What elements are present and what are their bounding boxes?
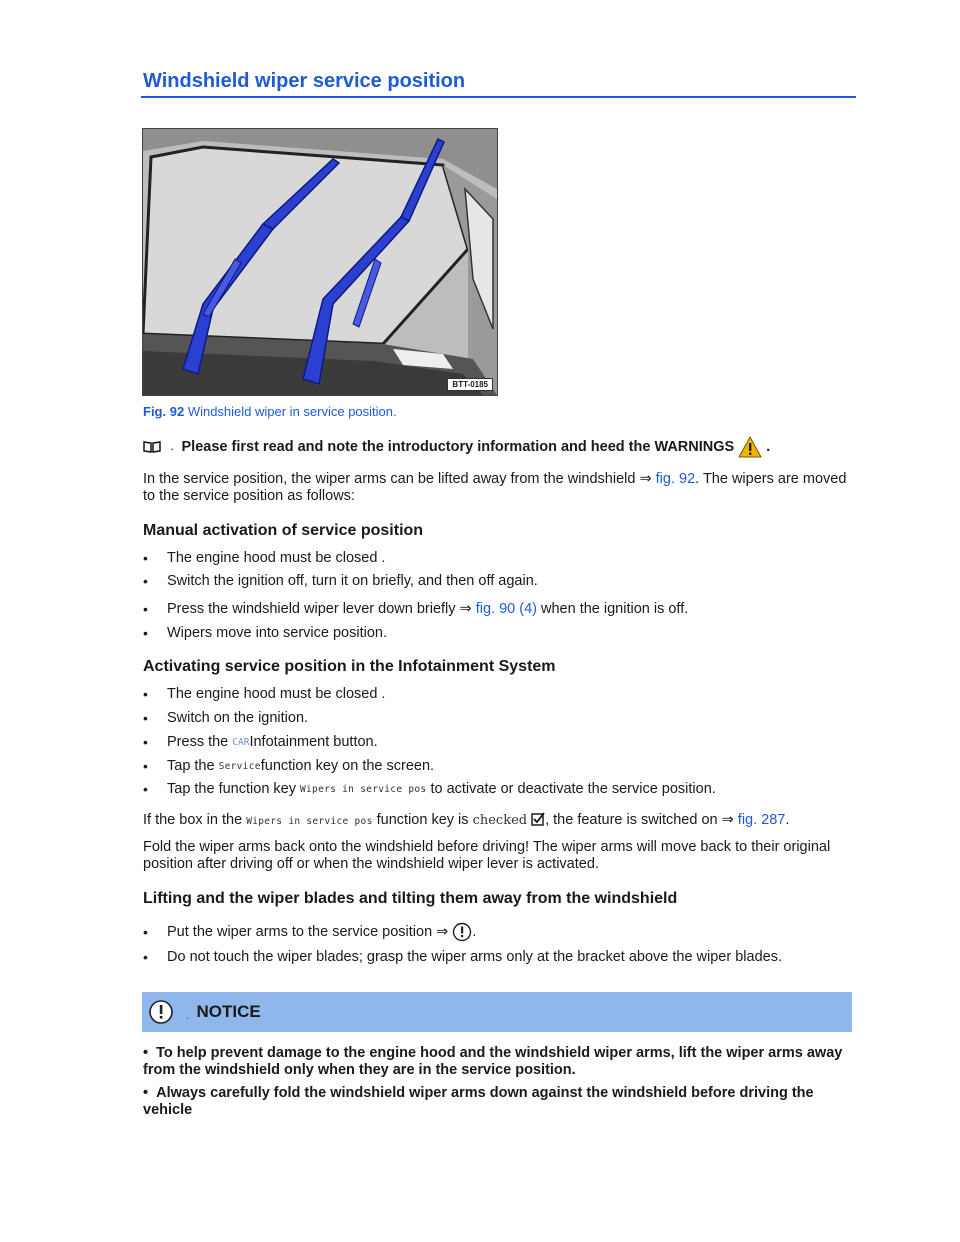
bullet-dot: • <box>143 573 148 589</box>
notice-icon[interactable] <box>452 922 472 942</box>
wiper-figure <box>142 128 498 396</box>
notice-dot: . <box>186 1011 189 1021</box>
figure-code: BTT-0185 <box>447 378 493 391</box>
intro-notice <box>143 436 863 458</box>
checkbox-checked-icon <box>531 812 545 826</box>
title-divider <box>141 96 856 98</box>
figure-caption <box>143 404 397 419</box>
warning-icon <box>738 436 762 458</box>
list-item-text: The engine hood must be closed . <box>167 550 386 566</box>
list-item-text: . <box>472 924 477 940</box>
link-fig-92[interactable]: fig. 92 <box>655 471 696 487</box>
notice-banner <box>142 992 852 1032</box>
bullet-dot: • <box>143 625 148 641</box>
heading-lifting-blades: Lifting and the wiper blades and tilting them away from the windshield <box>143 890 678 907</box>
heading-manual-activation: Manual activation of service position <box>143 522 424 539</box>
notice-item-text: To help prevent damage to the engine hood and the windshield wiper arms, lift the wiper arms away from the windshield only when they are in the service position. <box>143 1045 843 1078</box>
list-item <box>143 710 855 726</box>
list-item-text: Tap the <box>167 758 215 774</box>
list-item-text: Do not touch the wiper blades; grasp the wiper arms only at the bracket above the wiper blades. <box>167 949 782 965</box>
list-item <box>143 550 855 566</box>
para1-rest: . The wipers are moved to the service position as follows: <box>143 471 847 504</box>
para2-text: function key is <box>376 812 469 828</box>
bullet-dot: • <box>143 949 148 965</box>
heading-infotainment-activation: Activating service position in the Infotainment System <box>143 658 556 675</box>
bullet-dot: • <box>143 781 148 797</box>
bullet-dot: • <box>143 1045 157 1061</box>
book-icon <box>143 440 161 454</box>
list-item <box>143 781 855 797</box>
list-item <box>143 573 855 589</box>
list-item-text: Wipers move into service position. <box>167 625 387 641</box>
intro-dot: . <box>171 442 174 452</box>
notice-list-item <box>143 1045 855 1079</box>
list-item-text: Switch the ignition off, turn it on briefly, and then off again. <box>167 573 538 589</box>
notice-list-item <box>143 1085 855 1119</box>
notice-item-text: Always carefully fold the windshield wiper arms down against the windshield before driving the vehicle <box>143 1085 814 1118</box>
paragraph-service-intro <box>143 471 855 505</box>
list-item-text: Infotainment button. <box>249 734 378 750</box>
service-function-key: Service <box>218 760 261 772</box>
list-item-text: Press the windshield wiper lever down briefly ⇒ <box>167 601 472 617</box>
list-item <box>143 922 855 942</box>
caption-text: Windshield wiper in service position. <box>187 404 397 419</box>
bullet-dot: • <box>143 924 148 940</box>
bullet-dot: • <box>143 734 148 750</box>
para2-text: , the feature is switched on ⇒ <box>545 812 734 828</box>
para2-text: If the box in the <box>143 812 243 828</box>
para2-end: . <box>785 812 790 828</box>
bullet-dot: • <box>143 710 148 726</box>
link-fig-287[interactable]: fig. 287 <box>737 812 786 828</box>
bullet-dot: • <box>143 1085 157 1101</box>
list-item-text: Switch on the ignition. <box>167 710 309 726</box>
list-item <box>143 625 855 641</box>
list-item <box>143 758 855 774</box>
list-item-text: The engine hood must be closed . <box>167 686 386 702</box>
list-item <box>143 949 855 965</box>
list-item-text: Put the wiper arms to the service position ⇒ <box>167 924 449 940</box>
list-item <box>143 601 855 617</box>
list-item-text: to activate or deactivate the service position. <box>430 781 716 797</box>
notice-icon <box>148 999 174 1025</box>
checked-label: checked <box>472 813 528 828</box>
bullet-dot: • <box>143 550 148 566</box>
list-item <box>143 686 855 702</box>
list-item-text: function key on the screen. <box>260 758 435 774</box>
wiper-illustration <box>143 129 497 395</box>
list-item-text: when the ignition is off. <box>541 601 689 617</box>
intro-end: . <box>766 439 771 455</box>
car-button-key: CAR <box>232 736 250 748</box>
bullet-dot: • <box>143 686 148 702</box>
notice-label: NOTICE <box>196 1002 261 1021</box>
paragraph-fold-back: Fold the wiper arms back onto the windshield before driving! The wiper arms will move back to their original position after driving off or when the windshield wiper lever is activated. <box>143 839 831 872</box>
list-item <box>143 734 855 750</box>
list-item-text: Tap the function key <box>167 781 296 797</box>
para1-text: In the service position, the wiper arms can be lifted away from the windshield ⇒ <box>143 471 652 487</box>
list-item-text: Press the <box>167 734 229 750</box>
wipers-service-pos-key: Wipers in service pos <box>300 783 427 795</box>
paragraph-checkbox <box>143 812 855 830</box>
intro-text: Please first read and note the introductory information and heed the WARNINGS <box>181 439 735 455</box>
bullet-dot: • <box>143 601 148 617</box>
caption-label: Fig. 92 <box>143 404 185 419</box>
wipers-service-pos-key: Wipers in service pos <box>246 816 373 827</box>
bullet-dot: • <box>143 758 148 774</box>
page-title: Windshield wiper service position <box>143 70 466 92</box>
link-fig-90[interactable]: fig. 90 (4) <box>475 601 537 617</box>
